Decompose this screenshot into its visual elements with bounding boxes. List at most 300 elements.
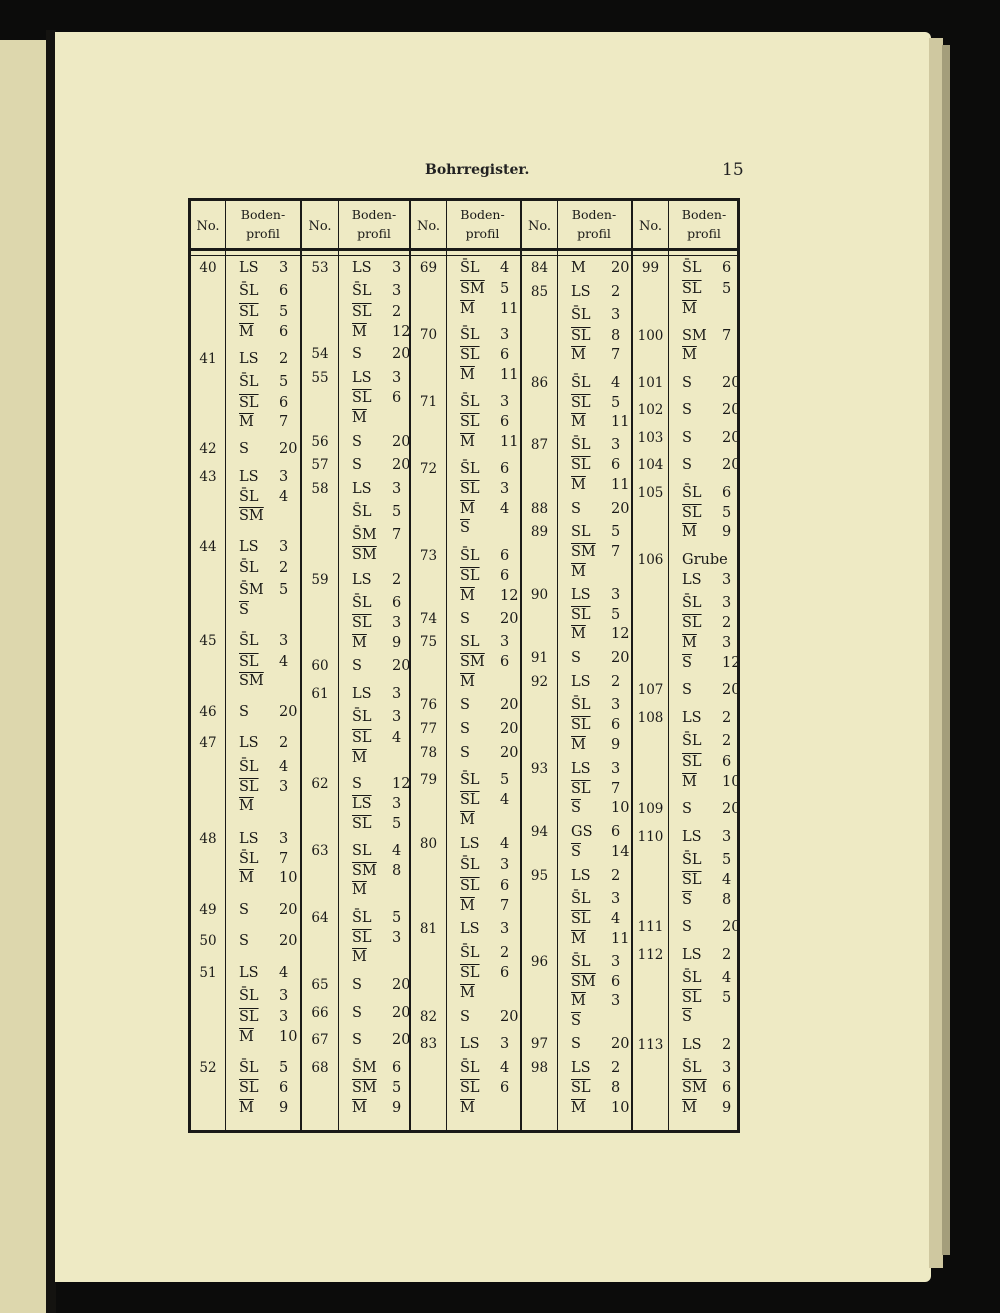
- soil-layer: [460, 548, 530, 568]
- layer-thickness: 3: [611, 761, 621, 777]
- layer-thickness: 4: [500, 501, 510, 517]
- layer-thickness: 5: [722, 852, 732, 868]
- soil-symbol: S̄M: [352, 1060, 377, 1076]
- page-edges-shadow: [942, 45, 950, 1255]
- soil-layer: [682, 801, 752, 821]
- soil-layer: [239, 508, 309, 528]
- entry-number: 84: [530, 260, 549, 276]
- soil-symbol: S̄L: [571, 891, 591, 907]
- layer-thickness: 3: [722, 829, 732, 845]
- layer-thickness: 11: [500, 434, 519, 450]
- layer-thickness: 20: [611, 1036, 630, 1052]
- soil-symbol: $\overline{M}$: [239, 870, 254, 886]
- layer-thickness: 2: [611, 1060, 621, 1076]
- soil-symbol: S: [239, 902, 249, 918]
- soil-symbol: $\overline{SL}$: [571, 911, 591, 927]
- soil-symbol: S: [352, 1005, 362, 1021]
- soil-symbol: LS: [239, 831, 259, 847]
- soil-layer: [239, 965, 309, 985]
- soil-layer: [239, 654, 309, 674]
- table-body: [191, 201, 741, 1130]
- entry-number: 81: [419, 921, 438, 937]
- soil-symbol: $\overline{SM}$: [460, 281, 485, 297]
- soil-symbol: S: [239, 704, 249, 720]
- layer-thickness: 4: [722, 970, 732, 986]
- soil-layer: [682, 710, 752, 730]
- layer-thickness: 20: [611, 650, 630, 666]
- entry-number: 59: [311, 572, 329, 588]
- soil-symbol: $\overline{SM}$: [460, 654, 485, 670]
- soil-layer: [460, 697, 530, 717]
- soil-layer: [352, 863, 422, 883]
- layer-thickness: 10: [722, 774, 741, 790]
- soil-symbol: $\overline{SL}$: [460, 965, 480, 981]
- layer-thickness: 7: [611, 544, 621, 560]
- soil-layer: [239, 933, 309, 953]
- soil-layer: [571, 1060, 641, 1080]
- soil-layer: [239, 798, 309, 818]
- soil-layer: [571, 761, 641, 781]
- layer-thickness: 20: [500, 611, 519, 627]
- soil-layer: [239, 735, 309, 755]
- soil-layer: [571, 587, 641, 607]
- soil-symbol: $\overline{M}$: [239, 324, 254, 340]
- soil-symbol: $\overline{S}$: [571, 1013, 581, 1029]
- layer-thickness: 20: [611, 501, 630, 517]
- soil-symbol: $\overline{SL}$: [571, 457, 591, 473]
- entry-number: 50: [199, 933, 217, 949]
- soil-symbol: S̄L: [682, 1060, 702, 1076]
- soil-layer: [682, 485, 752, 505]
- entry-number: 77: [419, 721, 438, 737]
- layer-thickness: 20: [279, 704, 298, 720]
- soil-layer: [460, 965, 530, 985]
- layer-thickness: 12: [500, 588, 519, 604]
- soil-layer: [682, 872, 752, 892]
- soil-symbol: LS: [571, 1060, 591, 1076]
- soil-layer: [460, 945, 530, 965]
- soil-symbol: $\overline{SL}$: [682, 990, 702, 1006]
- entry-number: 65: [311, 977, 329, 993]
- soil-layer: [571, 260, 641, 280]
- entry-number: 44: [199, 539, 217, 555]
- layer-thickness: 8: [611, 328, 621, 344]
- soil-layer: [352, 370, 422, 390]
- layer-thickness: 3: [722, 595, 732, 611]
- layer-thickness: 5: [392, 816, 402, 832]
- soil-symbol: S: [460, 745, 470, 761]
- soil-symbol: $\overline{M}$: [239, 414, 254, 430]
- entry-number: 95: [530, 868, 549, 884]
- soil-symbol: LS: [571, 761, 591, 777]
- soil-layer: [682, 281, 752, 301]
- layer-thickness: 2: [500, 945, 510, 961]
- soil-layer: [460, 878, 530, 898]
- layer-thickness: 6: [722, 260, 732, 276]
- layer-thickness: 5: [611, 524, 621, 540]
- soil-symbol: S̄L: [460, 461, 480, 477]
- layer-thickness: 10: [279, 870, 298, 886]
- soil-layer: [682, 430, 752, 450]
- layer-thickness: 6: [722, 754, 732, 770]
- layer-thickness: 2: [279, 735, 289, 751]
- soil-layer: [352, 434, 422, 454]
- soil-layer: [682, 1037, 752, 1057]
- soil-symbol: LS: [571, 868, 591, 884]
- layer-thickness: 6: [611, 824, 621, 840]
- soil-layer: [352, 977, 422, 997]
- layer-thickness: 20: [392, 1005, 411, 1021]
- entry-number: 42: [199, 441, 217, 457]
- layer-thickness: 6: [611, 457, 621, 473]
- soil-layer: [460, 434, 530, 454]
- soil-symbol: $\overline{M}$: [571, 993, 586, 1009]
- layer-thickness: 11: [611, 414, 630, 430]
- layer-thickness: 6: [722, 1080, 732, 1096]
- layer-thickness: 2: [722, 710, 732, 726]
- header-no: No.: [308, 219, 332, 234]
- soil-layer: [239, 779, 309, 799]
- soil-symbol: $\overline{SL}$: [682, 754, 702, 770]
- layer-thickness: 3: [279, 988, 289, 1004]
- entry-number: 58: [311, 481, 329, 497]
- layer-thickness: 20: [500, 1009, 519, 1025]
- entry-number: 102: [637, 402, 664, 418]
- soil-layer: [571, 457, 641, 477]
- soil-layer: [239, 489, 309, 509]
- soil-symbol: S̄L: [239, 1060, 259, 1076]
- soil-layer: [682, 990, 752, 1010]
- soil-symbol: Grube: [682, 552, 728, 568]
- header-bodenprofil: Boden- profil: [460, 207, 505, 241]
- layer-thickness: 20: [279, 441, 298, 457]
- soil-layer: [682, 774, 752, 794]
- layer-thickness: 4: [500, 260, 510, 276]
- soil-layer: [571, 868, 641, 888]
- soil-symbol: $\overline{SM}$: [682, 1080, 707, 1096]
- soil-layer: [682, 829, 752, 849]
- soil-layer: [239, 539, 309, 559]
- soil-symbol: $\overline{S}$: [239, 602, 249, 618]
- soil-symbol: S: [571, 650, 581, 666]
- soil-layer: [352, 949, 422, 969]
- layer-thickness: 2: [722, 615, 732, 631]
- soil-symbol: S̄L: [682, 595, 702, 611]
- layer-thickness: 9: [279, 1100, 289, 1116]
- layer-thickness: 3: [722, 572, 732, 588]
- entry-number: 66: [311, 1005, 329, 1021]
- entry-number: 46: [199, 704, 217, 720]
- soil-symbol: S̄L: [239, 489, 259, 505]
- layer-thickness: 3: [392, 686, 402, 702]
- layer-thickness: 6: [500, 654, 510, 670]
- soil-layer: [682, 301, 752, 321]
- soil-symbol: $\overline{SL}$: [352, 304, 372, 320]
- soil-symbol: S̄L: [239, 560, 259, 576]
- layer-thickness: 3: [722, 1060, 732, 1076]
- soil-layer: [460, 836, 530, 856]
- layer-thickness: 20: [279, 933, 298, 949]
- soil-layer: [239, 673, 309, 693]
- header-no: No.: [527, 219, 552, 234]
- soil-symbol: $\overline{SL}$: [682, 505, 702, 521]
- soil-layer: [460, 260, 530, 280]
- layer-thickness: 2: [279, 560, 289, 576]
- layer-thickness: 4: [279, 654, 289, 670]
- soil-layer: [571, 824, 641, 844]
- entry-number: 74: [419, 611, 438, 627]
- entry-number: 75: [419, 634, 438, 650]
- soil-symbol: $\overline{SL}$: [460, 414, 480, 430]
- soil-symbol: $\overline{SM}$: [571, 974, 596, 990]
- soil-layer: [239, 582, 309, 602]
- layer-thickness: 20: [392, 658, 411, 674]
- entry-number: 41: [199, 351, 217, 367]
- layer-thickness: 3: [500, 634, 510, 650]
- soil-symbol: S̄L: [239, 633, 259, 649]
- layer-thickness: 20: [722, 682, 741, 698]
- soil-symbol: S̄L: [682, 970, 702, 986]
- entry-number: 108: [637, 710, 664, 726]
- soil-symbol: S: [352, 658, 362, 674]
- entry-number: 82: [419, 1009, 438, 1025]
- soil-layer: [571, 1036, 641, 1056]
- soil-symbol: $\overline{M}$: [460, 812, 475, 828]
- entry-number: 103: [637, 430, 664, 446]
- layer-thickness: 12: [611, 626, 630, 642]
- soil-layer: [460, 520, 530, 540]
- soil-symbol: $\overline{M}$: [571, 347, 586, 363]
- soil-layer: [571, 307, 641, 327]
- soil-symbol: $\overline{SM}$: [571, 544, 596, 560]
- soil-symbol: S̄L: [352, 709, 372, 725]
- entry-number: 55: [311, 370, 329, 386]
- layer-thickness: 11: [611, 477, 630, 493]
- page-edges: [929, 38, 943, 1268]
- soil-symbol: $\overline{M}$: [352, 1100, 367, 1116]
- soil-layer: [352, 1100, 422, 1120]
- soil-symbol: S: [682, 801, 692, 817]
- layer-thickness: 6: [279, 283, 289, 299]
- soil-layer: [682, 1060, 752, 1080]
- layer-thickness: 20: [392, 434, 411, 450]
- layer-thickness: 12: [722, 655, 741, 671]
- layer-thickness: 20: [392, 346, 411, 362]
- layer-thickness: 4: [279, 759, 289, 775]
- soil-layer: [682, 635, 752, 655]
- soil-layer: [571, 697, 641, 717]
- soil-symbol: $\overline{M}$: [682, 524, 697, 540]
- entry-number: 106: [637, 552, 664, 568]
- entry-number: 76: [419, 697, 438, 713]
- soil-layer: [460, 921, 530, 941]
- layer-thickness: 20: [392, 457, 411, 473]
- layer-thickness: 20: [500, 721, 519, 737]
- entry-number: 86: [530, 375, 549, 391]
- entry-number: 45: [199, 633, 217, 649]
- soil-symbol: $\overline{SL}$: [571, 607, 591, 623]
- entry-number: 97: [530, 1036, 549, 1052]
- soil-symbol: S̄L: [239, 759, 259, 775]
- entry-number: 99: [641, 260, 660, 276]
- soil-layer: [682, 615, 752, 635]
- layer-thickness: 6: [611, 974, 621, 990]
- header-bodenprofil: Boden- profil: [681, 207, 727, 241]
- soil-layer: [571, 347, 641, 367]
- soil-layer: [460, 898, 530, 918]
- soil-symbol: LS: [571, 674, 591, 690]
- soil-symbol: LS: [571, 284, 591, 300]
- soil-layer: [352, 572, 422, 592]
- soil-layer: [239, 870, 309, 890]
- soil-layer: [571, 437, 641, 457]
- soil-layer: [571, 911, 641, 931]
- soil-layer: [682, 572, 752, 592]
- layer-thickness: 20: [392, 1032, 411, 1048]
- layer-thickness: 3: [392, 615, 402, 631]
- soil-symbol: S̄L: [460, 327, 480, 343]
- layer-thickness: 20: [722, 375, 741, 391]
- layer-thickness: 7: [722, 328, 732, 344]
- layer-thickness: 6: [500, 878, 510, 894]
- soil-symbol: S̄L: [352, 504, 372, 520]
- soil-layer: [239, 351, 309, 371]
- soil-layer: [571, 626, 641, 646]
- entry-number: 98: [530, 1060, 549, 1076]
- entry-number: 110: [637, 829, 664, 845]
- soil-layer: [352, 527, 422, 547]
- entry-number: 53: [311, 260, 329, 276]
- soil-symbol: $\overline{S}$: [571, 844, 581, 860]
- soil-layer: [682, 970, 752, 990]
- entry-number: 104: [637, 457, 664, 473]
- layer-thickness: 3: [611, 307, 621, 323]
- entry-number: 62: [311, 776, 329, 792]
- layer-thickness: 5: [279, 304, 289, 320]
- soil-layer: [460, 394, 530, 414]
- soil-layer: [352, 346, 422, 366]
- soil-symbol: $\overline{M}$: [352, 750, 367, 766]
- layer-thickness: 9: [611, 737, 621, 753]
- soil-symbol: $\overline{S}$: [682, 655, 692, 671]
- soil-symbol: $\overline{M}$: [460, 1100, 475, 1116]
- layer-thickness: 3: [392, 930, 402, 946]
- entry-number: 51: [199, 965, 217, 981]
- soil-symbol: $\overline{M}$: [352, 324, 367, 340]
- soil-layer: [682, 733, 752, 753]
- soil-layer: [682, 552, 752, 572]
- layer-thickness: 4: [500, 1060, 510, 1076]
- soil-symbol: $\overline{SL}$: [460, 347, 480, 363]
- entry-number: 68: [311, 1060, 329, 1076]
- entry-number: 89: [530, 524, 549, 540]
- layer-thickness: 3: [611, 437, 621, 453]
- soil-layer: [571, 844, 641, 864]
- layer-thickness: 4: [611, 375, 621, 391]
- soil-symbol: $\overline{S}$: [682, 892, 692, 908]
- soil-symbol: $\overline{SL}$: [682, 281, 702, 297]
- layer-thickness: 5: [392, 910, 402, 926]
- soil-layer: [460, 721, 530, 741]
- entry-number: 64: [311, 910, 329, 926]
- soil-layer: [460, 634, 530, 654]
- soil-layer: [352, 304, 422, 324]
- soil-symbol: LS: [239, 260, 259, 276]
- entry-number: 40: [199, 260, 217, 276]
- entry-number: 83: [419, 1036, 438, 1052]
- layer-thickness: 2: [722, 1037, 732, 1053]
- soil-symbol: $\overline{M}$: [460, 501, 475, 517]
- soil-symbol: $\overline{SL}$: [239, 779, 259, 795]
- soil-symbol: S̄L: [571, 954, 591, 970]
- layer-thickness: 2: [611, 674, 621, 690]
- soil-symbol: $\overline{M}$: [571, 564, 586, 580]
- soil-layer: [460, 414, 530, 434]
- soil-symbol: $\overline{M}$: [460, 367, 475, 383]
- soil-symbol: S̄L: [460, 772, 480, 788]
- soil-symbol: LS: [352, 481, 372, 497]
- soil-symbol: LS: [571, 587, 591, 603]
- layer-thickness: 14: [611, 844, 630, 860]
- layer-thickness: 4: [392, 843, 402, 859]
- soil-layer: [571, 501, 641, 521]
- header-no: No.: [638, 219, 663, 234]
- soil-layer: [571, 284, 641, 304]
- soil-layer: [682, 375, 752, 395]
- layer-thickness: 5: [722, 281, 732, 297]
- layer-thickness: 3: [392, 370, 402, 386]
- layer-thickness: 5: [611, 395, 621, 411]
- entry-number: 94: [530, 824, 549, 840]
- soil-layer: [460, 588, 530, 608]
- layer-thickness: 3: [611, 993, 621, 1009]
- soil-symbol: $\overline{SL}$: [352, 615, 372, 631]
- soil-symbol: LS: [239, 469, 259, 485]
- soil-symbol: S̄L: [352, 595, 372, 611]
- soil-symbol: S̄L: [352, 910, 372, 926]
- soil-symbol: $\overline{M}$: [239, 1100, 254, 1116]
- soil-symbol: S̄L: [460, 548, 480, 564]
- soil-layer: [460, 654, 530, 674]
- soil-symbol: S: [352, 346, 362, 362]
- entry-number: 85: [530, 284, 549, 300]
- layer-thickness: 3: [279, 779, 289, 795]
- soil-symbol: $\overline{M}$: [239, 798, 254, 814]
- soil-symbol: $\overline{M}$: [571, 626, 586, 642]
- soil-layer: [239, 633, 309, 653]
- soil-layer: [239, 988, 309, 1008]
- soil-layer: [352, 882, 422, 902]
- soil-layer: [460, 611, 530, 631]
- soil-symbol: S̄L: [571, 375, 591, 391]
- layer-thickness: 5: [500, 281, 510, 297]
- entry-number: 49: [199, 902, 217, 918]
- entry-number: 80: [419, 836, 438, 852]
- soil-layer: [682, 754, 752, 774]
- entry-number: 90: [530, 587, 549, 603]
- soil-symbol: S̄L: [571, 437, 591, 453]
- entry-number: 69: [419, 260, 438, 276]
- soil-layer: [571, 544, 641, 564]
- soil-symbol: $\overline{M}$: [682, 1100, 697, 1116]
- soil-symbol: $\overline{M}$: [571, 1100, 586, 1116]
- entry-number: 72: [419, 461, 438, 477]
- soil-symbol: $\overline{SL}$: [460, 1080, 480, 1096]
- soil-symbol: S: [352, 457, 362, 473]
- soil-layer: [460, 367, 530, 387]
- layer-thickness: 6: [279, 1080, 289, 1096]
- entry-number: 70: [419, 327, 438, 343]
